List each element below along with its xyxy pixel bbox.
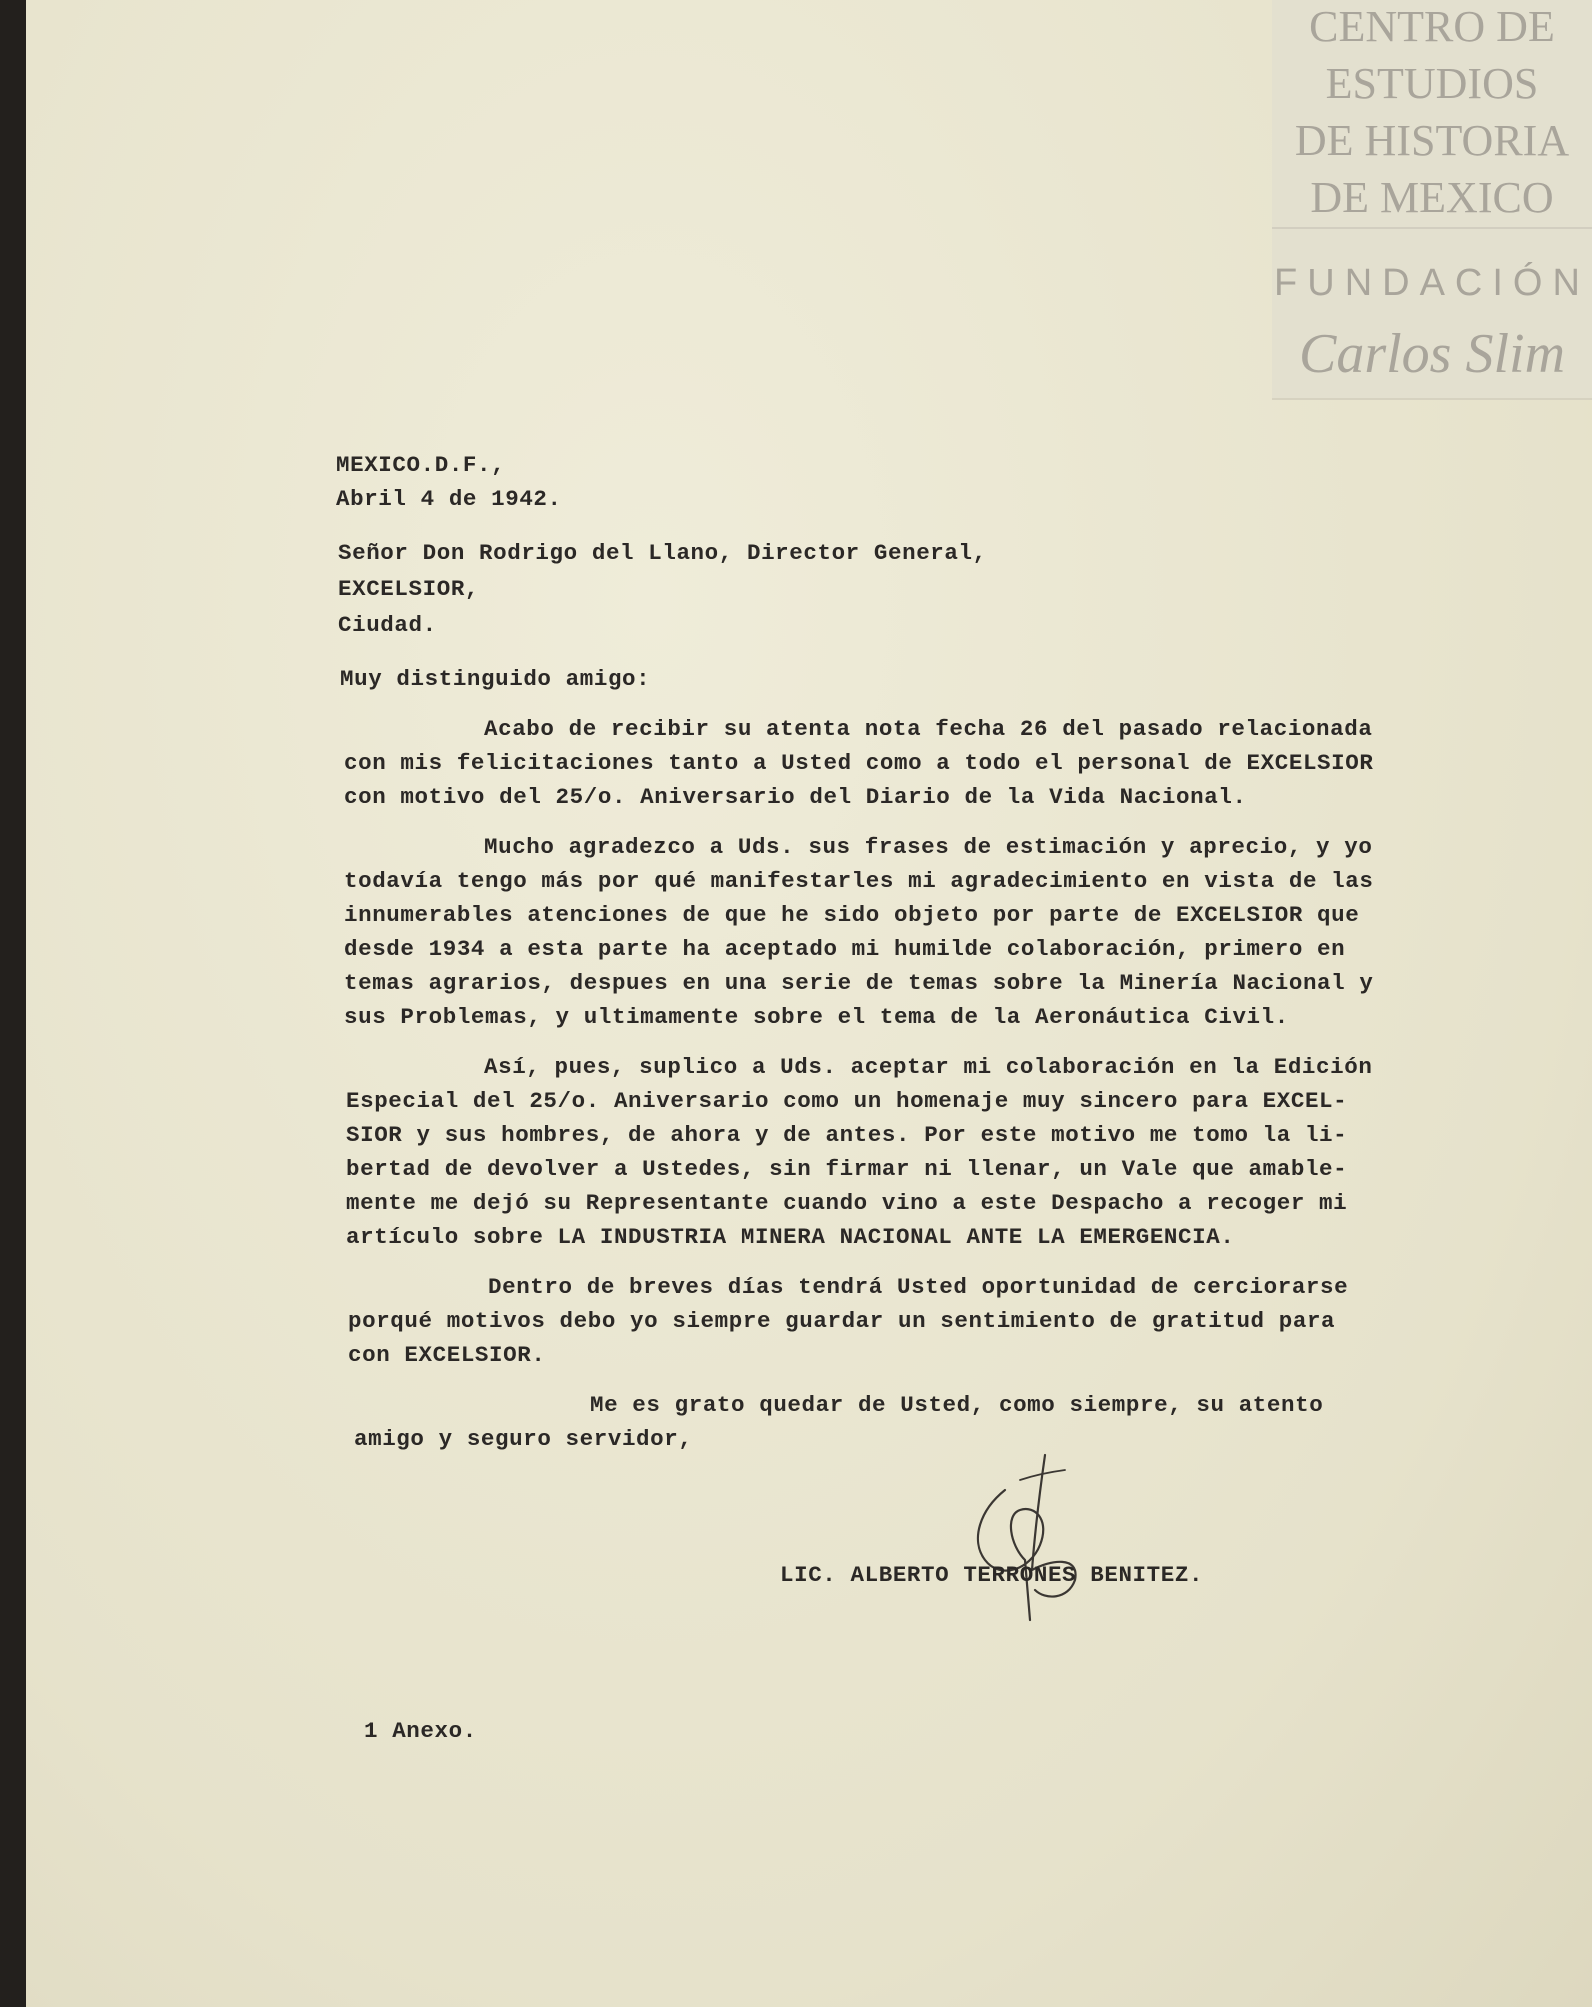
- letter-date: Abril 4 de 1942.: [336, 486, 562, 512]
- archive-watermark: [1272, 0, 1592, 400]
- body-line: porqué motivos debo yo siempre guardar un sentimiento de gratitud para: [348, 1308, 1336, 1334]
- body-line: con motivo del 25/o. Aniversario del Diario de la Vida Nacional.: [344, 784, 1247, 810]
- body-line: con mis felicitaciones tanto a Usted como a todo el personal de EXCELSIOR: [344, 750, 1374, 776]
- body-line: sus Problemas, y ultimamente sobre el tema de la Aeronáutica Civil.: [344, 1004, 1289, 1030]
- watermark-line: CENTRO DE: [1309, 2, 1555, 51]
- body-line: temas agrarios, despues en una serie de temas sobre la Minería Nacional y: [344, 970, 1374, 996]
- watermark-line: DE HISTORIA: [1294, 116, 1570, 165]
- body-line: Mucho agradezco a Uds. sus frases de estimación y aprecio, y yo: [484, 834, 1373, 860]
- body-line: mente me dejó su Representante cuando vino a este Despacho a recoger mi: [346, 1190, 1348, 1216]
- body-line: con EXCELSIOR.: [348, 1342, 546, 1368]
- watermark-signature-logo: Carlos Slim: [1298, 323, 1566, 385]
- letter-place: MEXICO.D.F.,: [336, 452, 506, 478]
- body-line: todavía tengo más por qué manifestarles mi agradecimiento en vista de las: [344, 868, 1374, 894]
- watermark-foundation: FUNDACIÓN: [1274, 262, 1590, 304]
- recipient-line: Señor Don Rodrigo del Llano, Director General,: [338, 540, 987, 566]
- recipient-line: Ciudad.: [338, 612, 437, 638]
- watermark-divider: [1272, 227, 1592, 229]
- handwritten-signature: [950, 1450, 1100, 1630]
- body-line: bertad de devolver a Ustedes, sin firmar ni llenar, un Vale que amable-: [346, 1156, 1348, 1182]
- signer-name: LIC. ALBERTO TERRONES BENITEZ.: [780, 1562, 1204, 1588]
- salutation: Muy distinguido amigo:: [340, 666, 651, 692]
- body-line: SIOR y sus hombres, de ahora y de antes. Por este motivo me tomo la li-: [346, 1122, 1348, 1148]
- body-line: Dentro de breves días tendrá Usted oportunidad de cerciorarse: [488, 1274, 1349, 1300]
- recipient-line: EXCELSIOR,: [338, 576, 480, 602]
- enclosure-note: 1 Anexo.: [364, 1718, 477, 1744]
- body-line: desde 1934 a esta parte ha aceptado mi humilde colaboración, primero en: [344, 936, 1346, 962]
- watermark-line: DE MEXICO: [1310, 173, 1554, 222]
- closing-line: Me es grato quedar de Usted, como siempre, su atento: [590, 1392, 1324, 1418]
- watermark-line: ESTUDIOS: [1325, 59, 1539, 108]
- body-line: Especial del 25/o. Aniversario como un homenaje muy sincero para EXCEL-: [346, 1088, 1348, 1114]
- body-line: artículo sobre LA INDUSTRIA MINERA NACIONAL ANTE LA EMERGENCIA.: [346, 1224, 1235, 1250]
- body-line: Así, pues, suplico a Uds. aceptar mi colaboración en la Edición: [484, 1054, 1373, 1080]
- body-line: innumerables atenciones de que he sido objeto por parte de EXCELSIOR que: [344, 902, 1360, 928]
- closing-line: amigo y seguro servidor,: [354, 1426, 693, 1452]
- body-line: Acabo de recibir su atenta nota fecha 26 del pasado relacionada: [484, 716, 1373, 742]
